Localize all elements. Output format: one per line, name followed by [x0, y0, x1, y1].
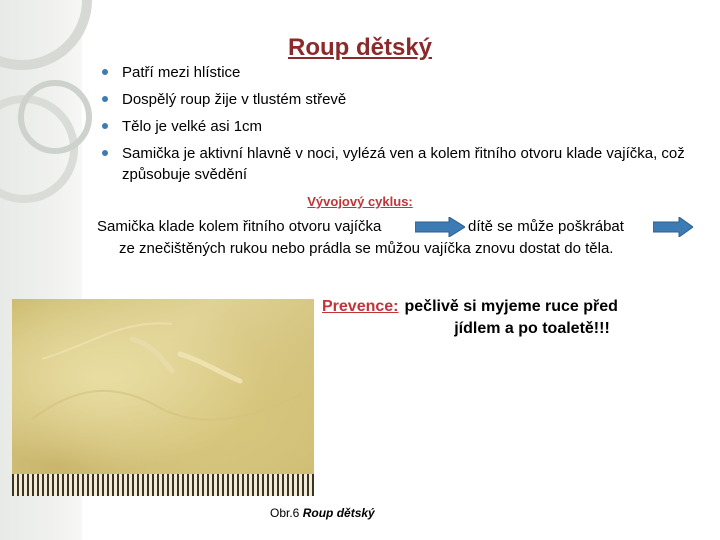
decorative-ring [18, 80, 92, 154]
cycle-line-2: ze znečištěných rukou nebo prádla se můžou vajíčka znovu dostat do těla. [119, 240, 614, 257]
bullet-item: Dospělý roup žije v tlustém střevě [100, 89, 700, 110]
slide-title: Roup dětský [287, 34, 433, 61]
caption-prefix: Obr.6 [270, 506, 300, 520]
caption-title: Roup dětský [302, 506, 375, 520]
cycle-part-2: dítě se může poškrábat [468, 218, 624, 235]
bullet-item: Samička je aktivní hlavně v noci, vylézá ven a kolem řitního otvoru klade vajíčka, což způsobuje svědění [100, 143, 700, 185]
bullet-list [100, 62, 700, 191]
bullet-icon [102, 123, 108, 129]
prevention-text-1: pečlivě si myjeme ruce před [404, 298, 618, 315]
figure-caption [270, 506, 375, 520]
bullet-icon [102, 69, 108, 75]
bullet-icon [102, 150, 108, 156]
right-arrow-icon [653, 217, 693, 237]
prevention-note [322, 296, 702, 340]
cycle-heading: Vývojový cyklus: [307, 194, 413, 209]
ruler-ticks [12, 474, 314, 496]
prevention-text-2: jídlem a po toaletě!!! [454, 320, 610, 337]
bullet-icon [102, 96, 108, 102]
bullet-item: Tělo je velké asi 1cm [100, 116, 700, 137]
cycle-text [97, 216, 707, 259]
bullet-item: Patří mezi hlístice [100, 62, 700, 83]
pinworm-photo [12, 299, 314, 496]
prevention-label: Prevence: [322, 298, 399, 315]
right-arrow-icon [415, 217, 465, 237]
cycle-part-1: Samička klade kolem řitního otvoru vajíčka [97, 218, 382, 235]
